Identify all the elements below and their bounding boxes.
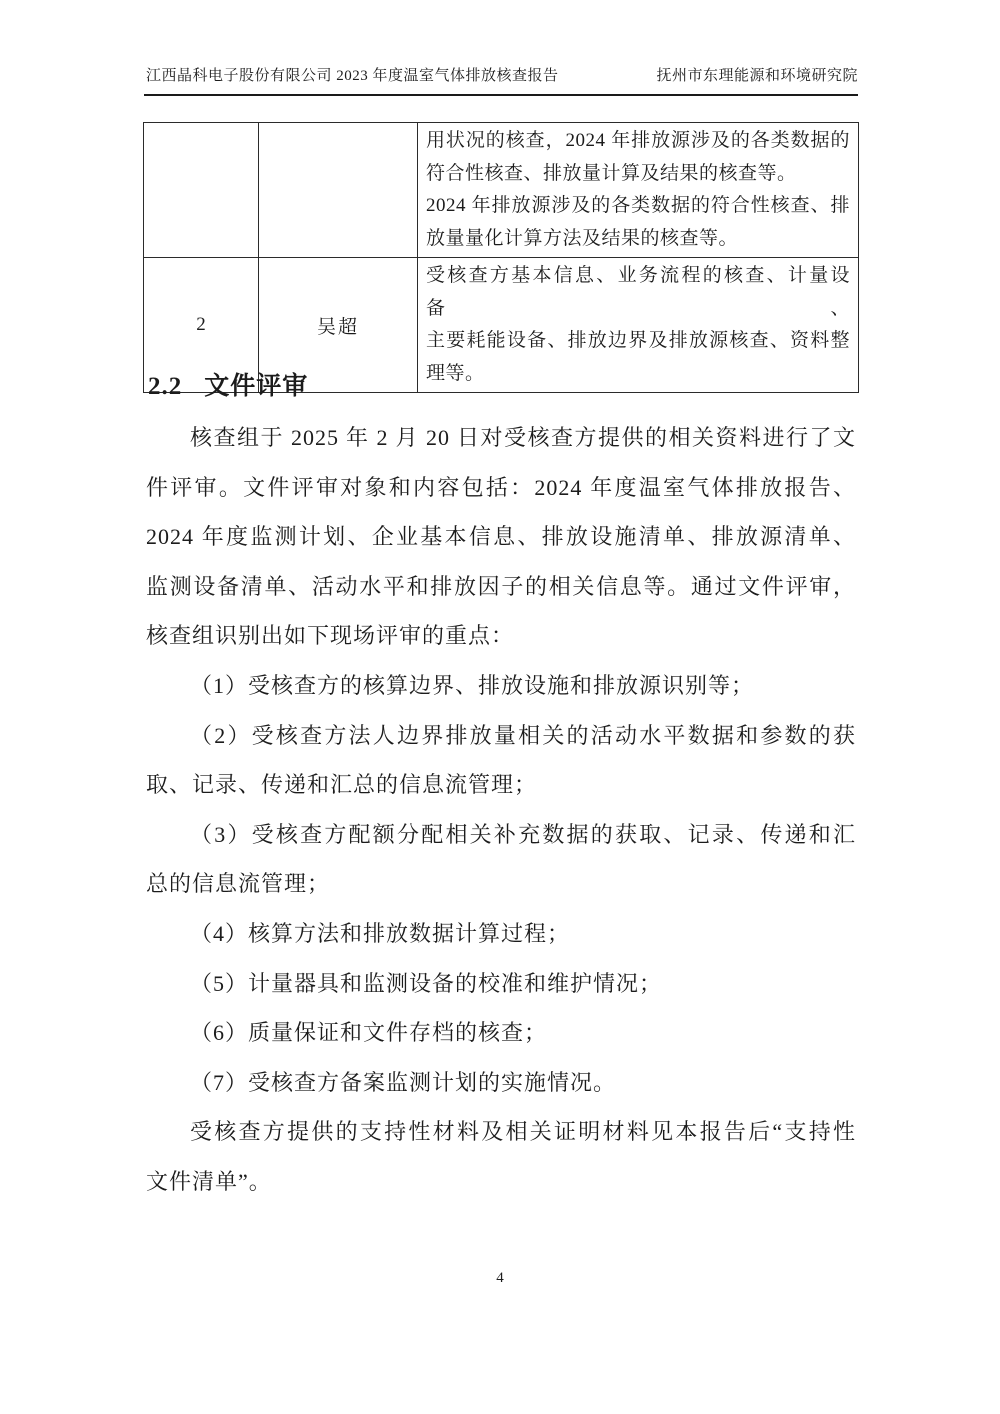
- list-item: （2）受核查方法人边界排放量相关的活动水平数据和参数的获: [190, 722, 856, 748]
- cell-member-name: 吴超: [259, 258, 418, 393]
- body-line: 监测设备清单、活动水平和排放因子的相关信息等。通过文件评审，: [146, 573, 856, 599]
- cell-member-name: [259, 123, 418, 258]
- list-item-continuation: 取、记录、传递和汇总的信息流管理；: [146, 772, 538, 798]
- duty-line: 符合性核查、排放量计算及结果的核查等。: [426, 162, 797, 184]
- list-item: （7）受核查方备案监测计划的实施情况。: [190, 1069, 617, 1095]
- section-heading: [148, 366, 308, 402]
- body-line: 核查组识别出如下现场评审的重点：: [146, 623, 515, 649]
- body-line: 文件清单”。: [146, 1168, 272, 1194]
- body-line: 受核查方提供的支持性材料及相关证明材料见本报告后“支持性: [190, 1119, 856, 1145]
- header-rule: [144, 94, 858, 96]
- section-number: 2.2: [148, 373, 183, 400]
- list-item: （4）核算方法和排放数据计算过程；: [190, 920, 571, 946]
- body-line: 核查组于 2025 年 2 月 20 日对受核查方提供的相关资料进行了文: [190, 425, 856, 450]
- verifier-assignment-table: [143, 122, 859, 393]
- body-line: 2024 年度监测计划、企业基本信息、排放设施清单、排放源清单、: [146, 524, 856, 550]
- cell-duty-description: [418, 258, 859, 393]
- duty-line: 放量量化计算方法及结果的核查等。: [426, 227, 739, 249]
- duty-line: 主要耗能设备、排放边界及排放源核查、资料整: [426, 330, 850, 351]
- cell-duty-description: [418, 123, 859, 258]
- list-item: （3）受核查方配额分配相关补充数据的获取、记录、传递和汇: [190, 821, 856, 847]
- section-body: [146, 413, 856, 1207]
- duty-line: 理等。: [426, 362, 485, 384]
- list-item-continuation: 总的信息流管理；: [146, 871, 331, 897]
- table-row: [144, 123, 859, 258]
- list-item: （1）受核查方的核算边界、排放设施和排放源识别等；: [190, 672, 755, 698]
- body-line: 件评审。文件评审对象和内容包括：2024 年度温室气体排放报告、: [146, 474, 856, 500]
- section-title: 文件评审: [204, 373, 309, 400]
- cell-serial-number: [144, 123, 259, 258]
- duty-line: 受核查方基本信息、业务流程的核查、计量设备、: [426, 265, 850, 319]
- header-right-title: 抚州市东理能源和环境研究院: [656, 68, 858, 84]
- list-item: （6）质量保证和文件存档的核查；: [190, 1020, 548, 1046]
- list-item: （5）计量器具和监测设备的校准和维护情况；: [190, 970, 663, 996]
- page-number: 4: [496, 1270, 504, 1286]
- duty-line: 2024 年排放源涉及的各类数据的符合性核查、排: [426, 195, 850, 216]
- page-header: [146, 64, 858, 85]
- header-left-title: 江西晶科电子股份有限公司 2023 年度温室气体排放核查报告: [146, 68, 559, 84]
- duty-line: 用状况的核查，2024 年排放源涉及的各类数据的: [426, 130, 850, 151]
- cell-serial-number: 2: [144, 258, 259, 393]
